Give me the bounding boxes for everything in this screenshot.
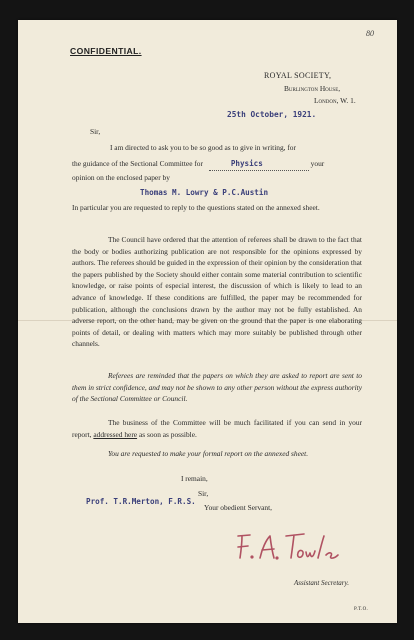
paragraph-4: Referees are reminded that the papers on which they are asked to report are sent to them in strict confidence, and may not be shown to any other person without the express authority of the Sectional Committee or Council. [72, 371, 362, 404]
addressed-here: addressed here [93, 429, 138, 439]
org-name: ROYAL SOCIETY, [264, 71, 332, 80]
pto-mark: P.T.O. [354, 607, 369, 612]
salutation: Sir, [90, 127, 101, 136]
corner-mark: 80 [366, 29, 374, 38]
paragraph-2: In particular you are requested to reply to the questions stated on the annexed sheet. [72, 203, 320, 212]
paragraph-5-start: The business of the Committee will be much facilitated if you can send in your report, [72, 418, 362, 439]
closing-remain: I remain, [181, 474, 208, 483]
addressee: Prof. T.R.Merton, F.R.S. [86, 497, 196, 506]
signature [234, 528, 344, 568]
letter-sheet [18, 20, 397, 623]
address-line-1: Burlington House, [284, 84, 341, 93]
signatory-title: Assistant Secretary. [294, 579, 349, 587]
paragraph-1-line-1: I am directed to ask you to be so good as to give in writing, for [110, 143, 296, 152]
paragraph-3: The Council have ordered that the attention of referees shall be drawn to the fact that the body or bodies authorizing publication are not responsible for the opinions expressed by authors. The referees should be guided in the expression of their opinion by the consideration that the papers published by the Society should either contain some material contribution to scientific knowledge, or raise points of especial interest, the discussion of which is likely to lead to an advance of knowledge. If these conditions are fulfilled, the paper may be recommended for publication, although the conclusions drawn by the author may not be fully established. An adverse report, on the other hand, may be given on the ground that the paper is one elaborating points of detail, or dealing with matters which may more suitably be published through other channels. [72, 235, 362, 349]
letter-date: 25th October, 1921. [227, 110, 317, 119]
closing-servant: Your obedient Servant, [204, 503, 273, 512]
paragraph-1-line-2 [72, 158, 362, 171]
confidential-label: CONFIDENTIAL. [70, 46, 142, 56]
section-name: Physics [209, 158, 309, 171]
address-line-2: London, W. 1. [314, 96, 356, 105]
closing-sir: Sir, [198, 489, 209, 498]
paragraph-5-end: as soon as possible. [138, 429, 197, 439]
paragraph-5 [72, 417, 362, 440]
your-text: your [310, 159, 325, 168]
paragraph-1-line-3: opinion on the enclosed paper by [72, 173, 170, 182]
paragraph-6: You are requested to make your formal report on the annexed sheet. [108, 449, 309, 458]
paper-authors: Thomas M. Lowry & P.C.Austin [140, 188, 269, 197]
guidance-text: the guidance of the Sectional Committee for [72, 159, 203, 168]
